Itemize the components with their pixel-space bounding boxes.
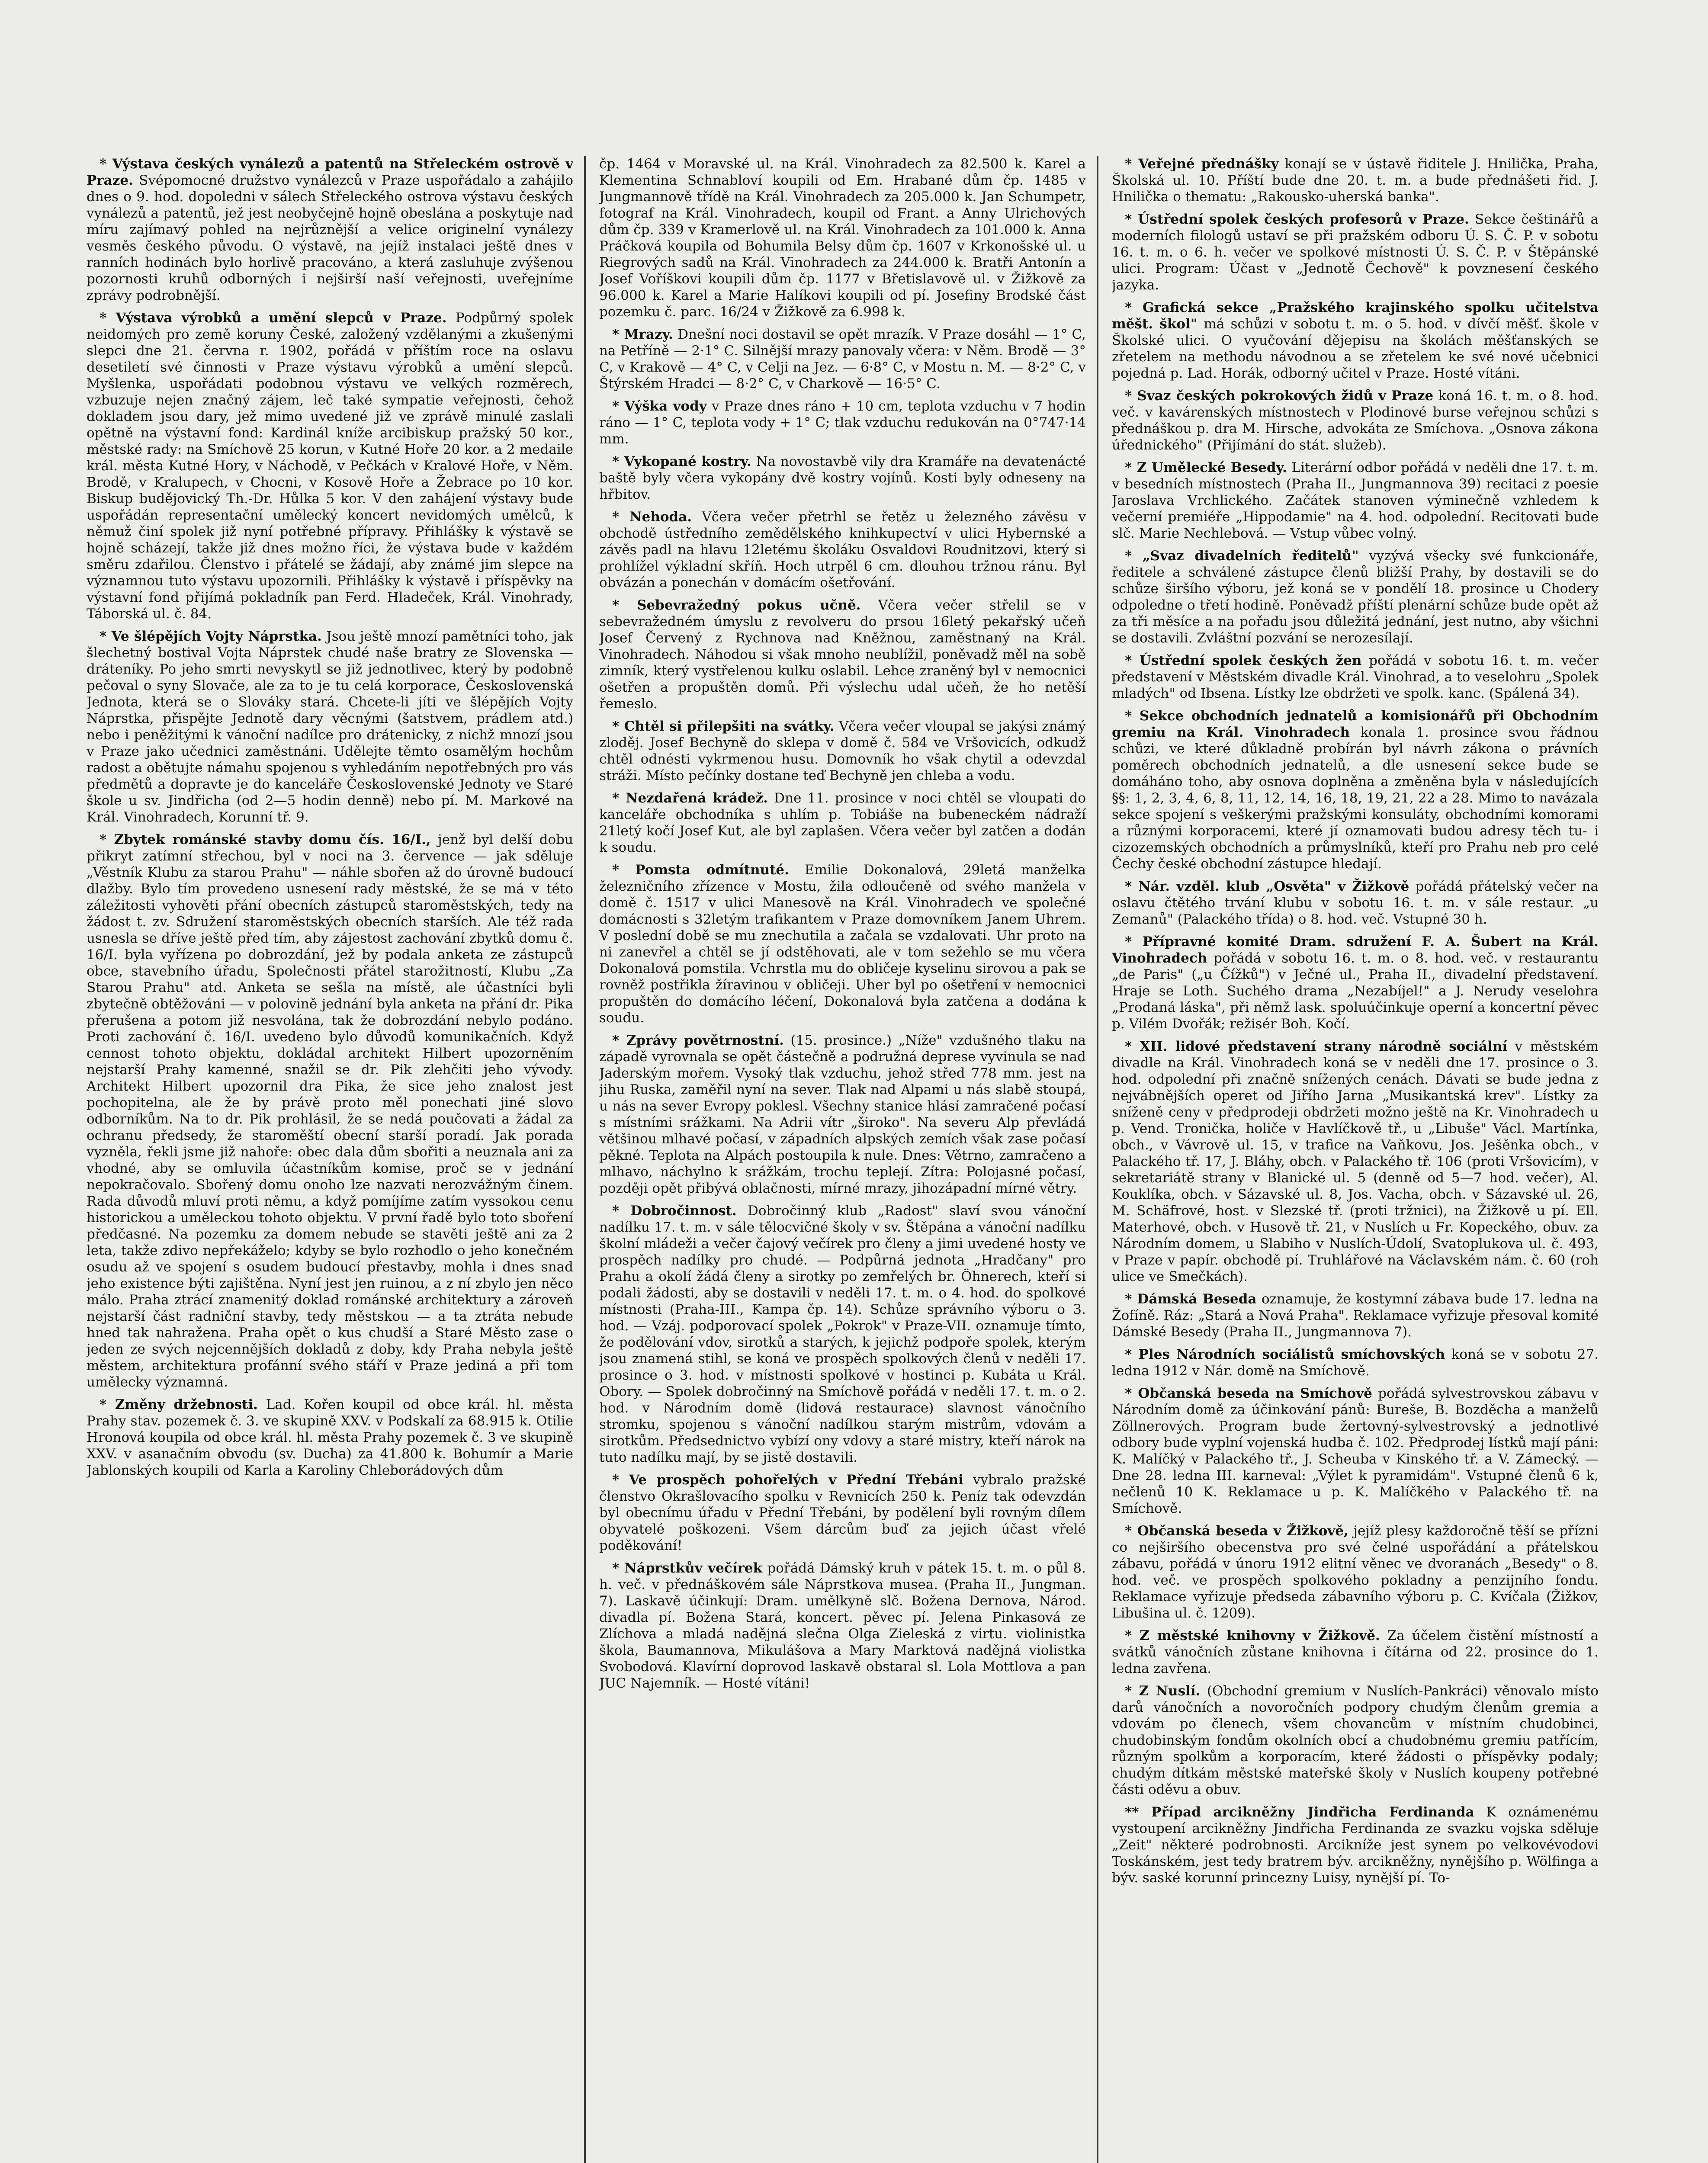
article-body: pořádá v sobotu 16. t. m. o 8. hod. več. v restaurantu „de Paris" („u Čížků") v Ječné ul., Praha II., divadelní představení. Hraje se Loth. Suchého drama „Nezabíjel!" a J. Nerudy veselohra „Prodaná láska", při němž lask. spoluúčinkuje operní a koncertní pěvec p. Vilém Dvořák; režisér Boh. Kočí. xyxy=(1112,950,1599,1032)
article-headline: * Dámská Beseda xyxy=(1125,1291,1257,1307)
article-headline: * Grafická sekce „Pražského krajinského spolku učitelstva měšt. škol" xyxy=(1112,300,1599,332)
article-body: pořádá přátelský večer na oslavu čtětého trvání klubu v sobotu 16. t. m. v sále restaur. „u Zemanů" (Palackého třída) o 8. hod. več. Vstupné 30 h. xyxy=(1112,879,1599,927)
article-body: Sekce češtinářů a moderních filologů ustaví se při pražském odboru Ú. S. Č. P. v sobotu 16. t. m. o 6. h. večer ve spolkové místnosti Ú. S. Č. P. v Štěpánské ulici. Program: Účast v „Jednotě Čechově" k povznesení českého jazyka. xyxy=(1112,212,1599,293)
column-rule xyxy=(584,156,586,2163)
article-body: jenž byl delší dobu přikryt zatímní střechou, byl v noci na 3. července — jak sděluje „Věstník Klubu za starou Prahu" — náhle sbořen až do úrovně budoucí dlažby. Bylo tím provedeno usnesení rady městské, že se má v této záležitosti vyhověti přání obecních zástupců staroměstských, tedy na žádost t. zv. Sdružení staroměstských obecních starších. Ale též rada usnesla se dříve ještě před tím, aby zájestost zachování zbytků domu č. 16/I. byla vyřízena po dobrozdání, jež by podala anketa ze zástupců obce, stavebního úřadu, Společnosti přátel starožitností, Klubu „Za Starou Prahu" atd. Anketa se sešla na místě, ale účastníci byli zbytečně obtěžováni — v polovině jednání byla anketa na přání dr. Pika přerušena a potom již nesvolána, tak že dobrozdání nebylo podáno. Proti zachování č. 16/I. uvedeno bylo důvodů komunikačních. Když cennost tohoto objektu, dokládal architekt Hilbert upozorněním nejstarší Prahy kamenné, snažil se dr. Pik zlehčiti jeho vývody. Architekt Hilbert upozornil dra Pika, že sice jeho znalost jest pochopitelna, ale že by právě proto měl ponechati jiné slovo odborníkům. Na to dr. Pik prohlásil, že se nedá poučovati a žádal za ochranu předsedy, že staroměští obecní starší poradí. Jak porada vyzněla, řekli jsme již nahoře: obec dala dům sbořiti a neuznala ani za vhodné, aby se omluvila účastníkům komise, proč se v jednání nepokračovalo. Sbořený domu onoho lze nazvati nerozvážným činem. Rada důvodů mluví proti němu, a když pomíjíme zatím vyssokou cenu historickou a uměleckou tohoto objektu. V první řadě bylo toto sboření předčasné. Na pozemku za domem nebude se stavěti ještě ani za 2 leta, takže zdivo nepřekáželo; kdyby se bylo rozhodlo o jeho konečném osudu až ve spojení s osudem budoucí přestavby, mohla i dnes snad jeho existence býti zajištěna. Nyní jest jen ruinou, a z ní zbylo jen něco málo. Praha ztrácí znamenitý doklad románské architektury a zároveň nejstarší část radniční stavby, tedy městskou — a ta ztráta nebude hned tak nahražena. Praha opět o kus chudší a Staré Město zase o jeden ze svých nejcennějších dokladů z doby, kdy Praha nebyla ještě městem, architektura profánní svého stáří v Praze jediná a při tom umělecky významná. xyxy=(87,832,573,1390)
article xyxy=(599,718,1086,784)
article xyxy=(599,597,1086,712)
article xyxy=(1112,459,1599,542)
article-body: Včera večer přetrhl se řetěz u železného závěsu v obchodě ústředního zemědělského knihkupectví v ulici Hybernské a závěs padl na hlavu 12letému školáku Osvaldovi Roudnitzovi, který si prohlížel výkladní skříň. Hoch utrpěl 6 cm. dlouhou tržnou ránu. Byl obvázán a ponechán v domácím ošetřování. xyxy=(599,509,1086,590)
article-headline: * Náprstkův večírek xyxy=(612,1560,762,1576)
column-rule xyxy=(1097,156,1098,2163)
article-body: koná se v sobotu 27. ledna 1912 v Nár. domě na Smíchově. xyxy=(1112,1347,1599,1379)
article-body: (15. prosince.) „Níže" vzdušného tlaku na západě vyrovnala se opět částečně a podružná deprese vyvinula se nad Jaderským mořem. Vysoký tlak vzduchu, jehož střed 778 mm. jest na jihu Ruska, zaměřil nyní na sever. Tlak nad Alpami u nás slabě stoupá, u nás na sever Evropy poklesl. Všechny stanice hlásí zamračené počasí s místními srážkami. Na Adrii vítr „široko". Na severu Alp převládá většinou mlhavé počasí, v západních alpských zemích však zase počasí pěkné. Teplota na Alpách postoupila k nule. Dnes: Větrno, zamračeno a mlhavo, náchylno k srážkám, trochu teplejí. Zítra: Polojasné počasí, později opět přibývá oblačnosti, mírné mrazy, jihozápadní mírné větry. xyxy=(599,1033,1086,1196)
article-body: v Praze dnes ráno + 10 cm, teplota vzduchu v 7 hodin ráno — 1° C, teplota vody + 1° C; tlak vzduchu redukován na 0°747·14 mm. xyxy=(599,398,1086,447)
article xyxy=(1112,708,1599,872)
article-headline: * Sekce obchodních jednatelů a komisionářů při Obchodním gremiu na Král. Vinohradech xyxy=(1112,708,1599,740)
article-headline: * Ve šlépějích Vojty Náprstka. xyxy=(100,629,322,644)
article xyxy=(1112,156,1599,205)
article-body: Literární odbor pořádá v neděli dne 17. t. m. v besedních místnostech (Praha II., Jungmannova 39) recitaci z poesie Jaroslava Vrchlického. Začátek stanoven výminečně vzhledem k večerní premiéře „Hippodamie" na 4. hod. odpolední. Recitovati bude slč. Marie Nechlebová. — Vstup vůbec volný. xyxy=(1112,460,1599,541)
article-body: má schůzi v sobotu t. m. o 5. hod. v dívčí měšť. škole v Školské ulici. O vyučování dějepisu na školách měšťanských se zřetelem na methodu návodnou a se zřetelem ke své nové učebnici pojedná p. Lad. Horák, odborný učitel v Praze. Hosté vítáni. xyxy=(1112,316,1599,381)
article-headline: * Výška vody xyxy=(612,398,707,414)
article xyxy=(1112,878,1599,927)
article xyxy=(1112,1627,1599,1677)
column-3 xyxy=(1112,156,1599,2163)
article-body: Lad. Kořen koupil od obce král. hl. města Prahy stav. pozemek č. 3. ve skupině XXV. v Podskalí za 68.915 k. Otilie Hronová koupila od obce král. hl. města Prahy pozemek č. 3 ve skupině XXV. v asanačním obvodu (sv. Ducha) za 41.800 k. Bohumír a Marie Jablonských koupili od Karla a Karoliny Chleborádových dům xyxy=(87,1397,573,1478)
article-body: Dnešní noci dostavil se opět mrazík. V Praze dosáhl — 1° C, na Petříně — 2·1° C. Silnější mrazy panovaly včera: v Něm. Brodě — 3° C, v Krakově — 4° C, v Celji na Jez. — 6·8° C, v Mostu n. M. — 8·2° C, v Štýrském Hradci — 8·2° C, v Charkově — 16·5° C. xyxy=(599,327,1086,392)
article-headline: * Změny držebnosti. xyxy=(100,1397,258,1412)
article-headline: * Výstava výrobků a umění slepců v Praze. xyxy=(100,310,447,326)
article xyxy=(1112,1804,1599,1886)
article-body: Svépomocné družstvo vynálezců v Praze uspořádalo a zahájilo dnes o 9. hod. dopoledni v sálech Střeleckého ostrova výstavu českých vynálezů a patentů, jež jest neobyčejně hojně obeslána a poskytuje nad míru zajímavý pohled na nejrůznější a velice originelní vynálezy vesměs českého původu. O výstavě, na jejíž instalaci ještě dnes v ranních hodinách bylo horlivě pracováno, a která zasluhuje zvýšenou pozornosti kruhů odborných i nejširší naší veřejnosti, uveřejníme zprávy podrobnější. xyxy=(87,173,573,303)
article xyxy=(599,1032,1086,1197)
article-headline: * Pomsta odmítnuté. xyxy=(612,862,789,878)
article xyxy=(599,453,1086,503)
article-body: oznamuje, že kostymní zábava bude 17. ledna na Žofíně. Ráz: „Stará a Nová Praha". Reklamace vyřizuje přesoval komité Dámské Besedy (Praha II., Jungmannova 7). xyxy=(1112,1291,1599,1340)
article xyxy=(1112,1683,1599,1798)
article xyxy=(599,398,1086,447)
article-body: (Obchodní gremium v Nuslích-Pankráci) věnovalo místo darů vánočních a novoročních podpory chudým členům gremia a vdovám po členech, všem chovancům v místním chudobinci, chudobinským fondům okolních obcí a chudobnému gremiu patřícím, různým spolkům a korporacím, které žádosti o příspěvky podaly; chudým dítkám městské mateřské školy v Nuslích koupeny potřebné části oděvu a obuv. xyxy=(1112,1683,1599,1797)
article-headline: * Z Umělecké Besedy. xyxy=(1125,460,1287,475)
article xyxy=(87,1396,573,1479)
article-headline: * Z městské knihovny v Žižkově. xyxy=(1125,1628,1380,1643)
article-body: koná 16. t. m. o 8. hod. več. v kavárenských místnostech v Plodinové burse veřejnou schůzi s přednáškou p. dra M. Hirsche, advokáta ze Smíchova. „Osnova zákona úřednického" (Přijímání do stát. služeb). xyxy=(1112,388,1599,453)
article-headline: ** Případ arcikněžny Jindřicha Ferdinanda xyxy=(1125,1804,1474,1820)
article-body: vybralo pražské členstvo Okrašlovacího spolku v Revnicích 250 k. Peníz tak odevzdán byl obecnímu úřadu v Přední Třebáni, by podělení byli rovným dílem obyvatelé poškozeni. Všem dárcům buď za jejich účast vřelé poděkování! xyxy=(599,1472,1086,1553)
article-body: vyzývá všecky své funkcionáře, ředitele a schválené zástupce členů bližší Prahy, by dostavili se do schůze širšího výboru, jež koná se v pondělí 18. prosince u Chodery odpoledne o třetí hodině. Poněvadž příští plenární schůze bude opět až za tři měsíce a na pořadu jsou důležitá jednání, jest nutno, aby všichni se dostavili. Zvláštní pozvání se nerozesílají. xyxy=(1112,548,1599,646)
article-headline: * Výstava českých vynálezů a patentů na Střeleckém ostrově v Praze. xyxy=(87,156,573,188)
article xyxy=(599,1472,1086,1554)
article-headline: * Zbytek románské stavby domu čís. 16/I., xyxy=(100,832,431,847)
article-headline: * Vykopané kostry. xyxy=(612,454,751,469)
article-headline: * Přípravné komité Dram. sdružení F. A. Šubert na Král. Vinohradech xyxy=(1112,934,1599,966)
article-headline: * Mrazy. xyxy=(612,327,673,342)
article-body: pořádá v sobotu 16. t. m. večer představení v Městském divadle Král. Vinohrad, a to veselohru „Spolek mladých" od Ibsena. Lístky lze obdržeti ve spolk. kanc. (Spálená 34). xyxy=(1112,653,1599,701)
article xyxy=(1112,388,1599,453)
article xyxy=(1112,299,1599,382)
article xyxy=(87,156,573,304)
article xyxy=(1112,1385,1599,1517)
article xyxy=(1112,1291,1599,1340)
article xyxy=(1112,652,1599,702)
article xyxy=(599,790,1086,856)
article-headline: * Nehoda. xyxy=(612,509,692,525)
article-body: konala 1. prosince svou řádnou schůzi, ve které důkladně probírán byl návrh zákona o právních poměrech obchodních jednatelů, a dle usnesení sekce bude se domáháno toho, aby osnova doplněna a změněna byla v následujících §§: 1, 2, 3, 4, 6, 8, 11, 12, 14, 16, 18, 19, 21, 22 a 28. Mimo to navázala sekce spojení s veškerými pražskými konsuláty, obchodními komorami a různými korporacemi, které jí oznamovati budou adresy těch tu- i cizozemských obchodních a průmyslníků, kteří pro Prahu neb pro celé Čechy české obchodní zástupce hledají. xyxy=(1112,725,1599,872)
article-headline: * Nezdařená krádež. xyxy=(612,790,768,806)
article-headline: * Dobročinnost. xyxy=(612,1203,737,1219)
article xyxy=(1112,1523,1599,1621)
article-headline: * Ve prospěch pohořelých v Přední Třebáni xyxy=(612,1472,964,1488)
article-headline: * Veřejné přednášky xyxy=(1125,156,1279,172)
article-body: Včera večer vloupal se jakýsi známý zloděj. Josef Bechyně do sklepa v domě č. 584 ve Vršovicích, odkudž chtěl odnésti vykrmenou husu. Domovník ho však chytil a odevzdal stráži. Místo pečínky dostane teď Bechyně jen chleba a vodu. xyxy=(599,719,1086,783)
article-headline: * Ústřední spolek českých žen xyxy=(1125,653,1362,668)
article-headline: * Občanská beseda v Žižkově, xyxy=(1125,1523,1348,1539)
article xyxy=(599,1560,1086,1691)
article xyxy=(599,509,1086,591)
article xyxy=(1112,934,1599,1032)
article-body: Včera večer střelil se v sebevražedném úmyslu z revolveru do prsou 16letý pekařský učeň Josef Červený z Rychnova nad Kněžnou, zaměstnaný na Král. Vinohradech. Náhodou si však mnoho neublížil, poněvadž měl na sobě zimník, který vystřelenou kulku oslabil. Lehce zraněný byl v nemocnici ošetřen a propuštěn domů. Při výslechu udal učeň, že ho netěší řemeslo. xyxy=(599,597,1086,712)
article-body: pořádá Dámský kruh v pátek 15. t. m. o půl 8. h. več. v přednáškovém sále Náprstkova musea. (Praha II., Jungman. 7). Laskavě účinkují: Dram. umělkyně slč. Božena Dernova, Národ. divadla pí. Božena Stará, koncert. pěvec pí. Jelena Pinkasová ze Zlíchova a mladá nadějná slečna Olga Zieleská z virtu. violinistka škola, Baumannova, Mikulášova a Mary Marktová nadějná violistka Svobodová. Klavírní doprovod laskavě obstaral sl. Lola Mottlova a pan JUC Najemník. — Hosté vítáni! xyxy=(599,1560,1086,1691)
article xyxy=(599,326,1086,392)
article xyxy=(87,831,573,1390)
article-headline: * Zprávy povětrnostní. xyxy=(612,1033,784,1048)
article-body: jejíž plesy každoročně těší se přízni co nejširšího obecenstva pro své čelné uspořádání a přátelskou zábavu, pořádá v únoru 1912 elitní věnec ve dvoranách „Besedy" o 8. hod. več. ve prospěch spolkového pokladny a penzijního fondu. Reklamace vyřizuje předseda zábavního výboru p. C. Kvíčala (Žižkov, Libušina ul. č. 1209). xyxy=(1112,1523,1599,1621)
article-headline: * Ústřední spolek českých profesorů v Praze. xyxy=(1125,212,1469,227)
article-body: Emilie Dokonalová, 29letá manželka železničního zřízence v Mostu, žila odloučeně od svého manžela v domě č. 1517 v ulici Manesově na Král. Vinohradech ve společné domácnosti s 32letým trafikantem v Praze domovníkem Janem Uhrem. V poslední době se mu znechutila a začala se vzdalovati. Uhr proto na ni zanevřel a chtěl se jí odstěhovati, ale v tom sežehlo se mu včera Dokonalová pomstila. Vchrstla mu do obličeje kyselinu sirovou a pak se rovněž postřikla žíravinou v obličeji. Uher byl po ošetření v nemocnici propuštěn do domácího léčení, Dokonalová byla zatčena a dodána k soudu. xyxy=(599,862,1086,1026)
article-headline: * Chtěl si přilepšiti na svátky. xyxy=(612,719,835,734)
article-headline: * Ples Národních sociálistů smíchovských xyxy=(1125,1347,1445,1362)
column-1 xyxy=(87,156,573,2163)
article-body: K oznámenému vystoupení arcikněžny Jindřicha Ferdinanda ze svazku vojska sděluje „Zeit" některé podrobnosti. Arcikníže jest synem po velkovévodovi Toskánském, jest tedy bratrem býv. arcikněžny, nynějšího p. Wölfinga a býv. saské korunní princezny Luisy, nynější pí. To- xyxy=(1112,1804,1599,1886)
article xyxy=(87,310,573,622)
article-body: Podpůrný spolek neidomých pro země koruny České, založený vzdělanými a zkušenými slepci dne 21. června r. 1902, pořádá v příštím roce na oslavu desetiletí své činnosti v Praze výstavu výrobků a umění slepců. Myšlenka, uspořádati podobnou výstavu ve velkých rozměrech, vzbuzuje nejen značný zájem, leč také sympatie veřejnosti, čehož dokladem jsou dary, jež mimo uvedené již ve zprávě minulé zaslali opětně na výstavní fond: Kardinál kníže arcibiskup pražský 50 kor., městské rady: na Smíchově 25 korun, v Kutné Hoře 20 kor. a 2 medaile král. města Kutné Hory, v Náchodě, v Pečkách v Kralové Hoře, v Něm. Brodě, v Kralupech, v Chocni, v Kosově Hoře a Žebrace po 10 kor. Biskup budějovický Th.-Dr. Hůlka 5 kor. V den zahájení výstavy bude uspořádán representační umělecký koncert nevidomých umělců, k němuž činí spolek již nyní potřebné přípravy. Přihlášky k výstavě se hojně scházejí, takže již dnes možno říci, že výstava bude v každém směru zdařilou. Členstvo i přátelé se žádají, aby známé jim slepce na významnou tuto výstavu upozornili. Přihlášky k výstavě i příspěvky na výstavní fond přijímá pokladník pan Ferd. Hladeček, Král. Vinohrady, Táborská ul. č. 84. xyxy=(87,310,573,622)
article xyxy=(1112,1038,1599,1285)
article xyxy=(599,156,1086,320)
article-headline: * Sebevražedný pokus učně. xyxy=(612,597,861,613)
article-headline: * Občanská beseda na Smíchově xyxy=(1125,1386,1372,1401)
article xyxy=(1112,548,1599,646)
article-body: Za účelem čistění místností a svátků vánočních zůstane knihovna i čítárna od 22. prosince do 1. ledna zavřena. xyxy=(1112,1628,1599,1676)
article-body: Jsou ještě mnozí pamětníci toho, jak šlechetný bostival Vojta Náprstek chudé naše bratry ze Slovenska — dráteníky. Po jeho smrti nevyskytl se již jednotlivec, který by podobně pečoval o syny Slovače, ale za to je tu celá korporace, Československá Jednota, která se o Slováky stará. Chcete-li jíti ve šlépějích Vojty Náprstka, přispějte Jednotě dary věcnými (šatstvem, prádlem atd.) nebo i peněžitými k vánoční nadílce pro drátenicky, z nichž mnozí jsou v Praze jako učednici zaměstnáni. Udělejte těmto osamělým hochům radost a obětujte námahu spojenou s vyhledáním nepotřebných pro vás předmětů a dopravte je do kanceláře Československé Jednoty ve Staré škole u sv. Jindřicha (od 2—5 hodin denně) nebo pí. M. Markové na Král. Vinohradech, Korunní tř. 9. xyxy=(87,629,573,825)
article-headline: * Nár. vzděl. klub „Osvěta" v Žižkově xyxy=(1125,879,1409,894)
article-body: Dne 11. prosince v noci chtěl se vloupati do kanceláře obchodníka s uhlím p. Tobiáše na bubeneckém nádraží 21letý kočí Josef Kut, ale byl zaplašen. Včera večer byl zatčen a dodán k soudu. xyxy=(599,790,1086,855)
article-body: Na novostavbě vily dra Kramáře na devatenácté baště byly včera vykopány dvě kostry vojínů. Kosti byly odneseny na hřbitov. xyxy=(599,454,1086,502)
article-body: konají se v ústavě řiditele J. Hnilička, Praha, Školská ul. 10. Příští bude dne 20. t. m. a bude přednášeti řid. J. Hnilička o thematu: „Rakousko-uherská banka". xyxy=(1112,156,1599,205)
article-body: Dobročinný klub „Radost" slaví svou vánoční nadílku 17. t. m. v sále tělocvičné školy v sv. Štěpána a vánoční nadílku školní mládeži a večer čajový večírek pro členy a jimi uvedené hosty ve prospěch nadílky pro chudé. — Podpůrná jednota „Hradčany" pro Prahu a okolí žádá členy a sirotky po zemřelých br. Öhnerech, kteří si podali žádosti, aby se dostavili v neděli 17. t. m. o 4. hod. do spolkové místnosti (Praha-III., Kampa čp. 14). Schůze správního výboru o 3. hod. — Vzáj. podporovací spolek „Pokrok" v Praze-VII. oznamuje tímto, že podělování vdov, sirotků a starých, k jejichž podpoře spolek, kterým jsou znamená stihl, se koná ve prospěch spolkových členů v neděli 17. prosince o 3. hod. v místnosti spolkové v hostinci p. Kubáta u Král. Obory. — Spolek dobročinný na Smíchově pořádá v neděli 17. t. m. o 2. hod. v Národním domě (lidová restaurace) slavnost vánočního stromku, spojenou s vánoční nadílkou starým mistrům, vdovám a sirotkům. Předsednictvo vybízí ony vdovy a staré mistry, kteří nárok na tuto nadílku mají, by se jistě dostavili. xyxy=(599,1203,1086,1465)
article xyxy=(599,1203,1086,1466)
article-headline: * XII. lidové představení strany národně sociální xyxy=(1125,1039,1508,1054)
column-2 xyxy=(599,156,1086,2163)
article-headline: * Svaz českých pokrokových židů v Praze xyxy=(1125,388,1434,404)
article-headline: * „Svaz divadelních ředitelů" xyxy=(1125,548,1359,564)
article-headline: * Z Nuslí. xyxy=(1125,1683,1201,1699)
article-body: čp. 1464 v Moravské ul. na Král. Vinohradech za 82.500 k. Karel a Klementina Schnabloví koupili od Em. Hrabané dům čp. 1485 v Jungmannově třídě na Král. Vinohradech za 205.000 k. Jan Schumpetr, fotograf na Král. Vinohradech, koupil od Frant. a Anny Ulrichových dům čp. 339 v Kramerlově ul. na Král. Vinohradech za 101.000 k. Anna Práčková koupila od Bohumila Belsy dům čp. 1607 v Krkonošské ul. u Riegrových sadů na Král. Vinohradech za 244.000 k. Bratři Antonín a Josef Voříškovi koupili dům čp. 1177 v Břetislavově ul. v Žižkově za 96.000 k. Karel a Marie Halíkovi koupili od pí. Josefiny Brodské část pozemku č. parc. 16/24 v Žižkově za 6.998 k. xyxy=(599,156,1086,320)
article-body: pořádá sylvestrovskou zábavu v Národním domě za účinkování pánů: Bureše, B. Bozděcha a manželů Zöllnerových. Program bude žertovný-sylvestrovský a jednotlivé odbory bude vyplní vojenská hudba č. 102. Předprodej lístků mají páni: K. Malíčký v Palackého tř., J. Scheuba v Kinského tř. a V. Zámecký. — Dne 28. ledna III. karneval: „Výlet k pyramidám". Vstupné členů 6 k, nečlenů 10 K. Reklamace u p. K. Malíčkého v Palackého tř. na Smíchově. xyxy=(1112,1386,1599,1516)
article xyxy=(87,628,573,825)
article-body: v městském divadle na Král. Vinohradech koná se v neděli dne 17. prosince o 3. hod. odpolední při značně snížených cenách. Dávati se bude jedna z nejvábnějších operet od Jiřího Jarna „Musikantská krev". Lístky za sníženě ceny v předprodeji obdržeti možno ještě na Kr. Vinohradech u p. Vend. Tronička, holiče v Havlíčkově tř., u „Libuše" Václ. Martínka, obch., v Vávrově ul. 15, v trafice na Vaňkovu, Jos. Ješěnka obch., v Palackého tř. 17, J. Bláhy, obch. v Palackého tř. 106 (proti Vršovicím), v sekretariátě strany v Blanické ul. 5 (denně od 5—7 hod. večer), Al. Kouklíka, obch. v Sázavské ul. 8, Jos. Vacha, obch. v Sázavské ul. 26, M. Schäfrové, host. v Slezské tř. (proti tržnici), na Žižkově u pí. Ell. Materhové, obch. v Husově tř. 21, v Nuslích u Fr. Kopeckého, obuv. za Národním domem, u Slabiho v Nuslích-Údolí, Svatoplukova ul. č. 493, v Praze v papír. obchodě pí. Truhlářové na Václavském nám. č. 60 (roh ulice ve Smečkách). xyxy=(1112,1039,1599,1284)
article xyxy=(1112,1346,1599,1379)
article xyxy=(599,862,1086,1026)
article xyxy=(1112,211,1599,293)
